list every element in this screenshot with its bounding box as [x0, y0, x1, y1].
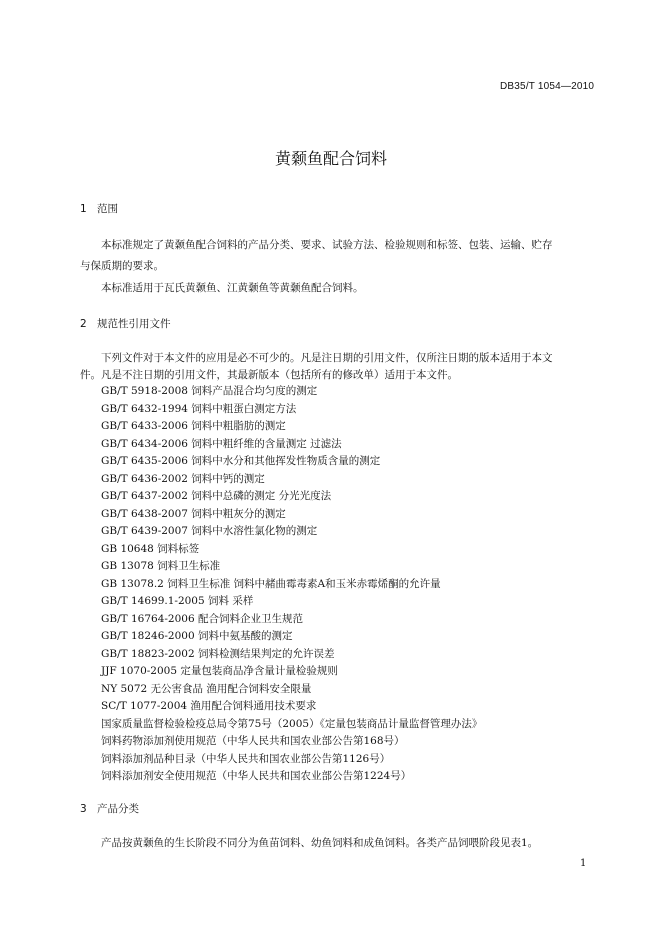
paragraph-line: 件。凡是不注日期的引用文件，其最新版本（包括所有的修改单）适用于本文件。: [80, 369, 458, 381]
paragraph-line: 产品按黄颡鱼的生长阶段不同分为鱼苗饲料、幼鱼饲料和成鱼饲料。各类产品饲喂阶段见表1。: [101, 837, 539, 849]
reference-item: NY 5072 无公害食品 渔用配合饲料安全限量: [101, 682, 312, 695]
reference-item: GB/T 6434-2006 饲料中粗纤维的含量测定 过滤法: [101, 437, 342, 450]
section-number: 1: [80, 203, 87, 215]
reference-item: GB/T 6435-2006 饲料中水分和其他挥发性物质含量的测定: [101, 455, 381, 467]
section-title: 范围: [97, 203, 118, 215]
reference-item: GB/T 5918-2008 饲料产品混合均匀度的测定: [101, 385, 318, 397]
reference-item: GB 10648 饲料标签: [101, 542, 200, 555]
paragraph-line: 本标准规定了黄颡鱼配合饲料的产品分类、要求、试验方法、检验规则和标签、包装、运输、贮存: [101, 239, 553, 251]
section-number: 3: [80, 803, 87, 815]
reference-item: GB 13078 饲料卫生标准: [101, 560, 221, 572]
reference-item: GB/T 6438-2007 饲料中粗灰分的测定: [101, 507, 286, 520]
reference-item: 饲料添加剂安全使用规范（中华人民共和国农业部公告第1224号）: [101, 770, 412, 782]
page-number: 1: [580, 858, 587, 869]
page-title: 黄颡鱼配合饲料: [274, 149, 387, 168]
reference-item: 国家质量监督检验检疫总局令第75号（2005）《定量包装商品计量监督管理办法》: [101, 717, 483, 730]
reference-item: SC/T 1077-2004 渔用配合饲料通用技术要求: [101, 700, 317, 712]
reference-item: 饲料添加剂品种目录（中华人民共和国农业部公告第1126号）: [101, 752, 391, 765]
paragraph-line: 与保质期的要求。: [80, 260, 164, 272]
section-heading-normative-references: [80, 316, 171, 331]
paragraph-line: 下列文件对于本文件的应用是必不可少的。凡是注日期的引用文件，仅所注日期的版本适用于本文: [101, 352, 553, 364]
reference-item: 饲料药物添加剂使用规范（中华人民共和国农业部公告第168号）: [101, 735, 405, 747]
reference-item: GB/T 6432-1994 饲料中粗蛋白测定方法: [101, 402, 297, 415]
reference-item: GB/T 18246-2000 饲料中氨基酸的测定: [101, 630, 293, 642]
reference-item: JJF 1070-2005 定量包装商品净含量计量检验规则: [101, 665, 338, 677]
reference-item: GB/T 6439-2007 饲料中水溶性氯化物的测定: [101, 525, 318, 537]
reference-item: GB/T 16764-2006 配合饲料企业卫生规范: [101, 612, 303, 625]
reference-item: GB/T 6437-2002 饲料中总磷的测定 分光光度法: [101, 490, 332, 502]
reference-item: GB/T 6433-2006 饲料中粗脂肪的测定: [101, 420, 286, 432]
section-number: 2: [80, 318, 87, 330]
section-heading-scope: [80, 201, 118, 216]
reference-item: GB 13078.2 饲料卫生标准 饲料中赭曲霉毒素A和玉米赤霉烯酮的允许量: [101, 577, 441, 590]
section-heading-product-classification: [80, 801, 139, 816]
reference-list: [101, 383, 482, 786]
standard-code: DB35/T 1054—2010: [500, 81, 595, 92]
reference-item: GB/T 6436-2002 饲料中钙的测定: [101, 472, 265, 485]
paragraph-line: 本标准适用于瓦氏黄颡鱼、江黄颡鱼等黄颡鱼配合饲料。: [101, 282, 364, 294]
section-title: 产品分类: [97, 803, 139, 815]
reference-item: GB/T 18823-2002 饲料检测结果判定的允许误差: [101, 647, 335, 660]
reference-item: GB/T 14699.1-2005 饲料 采样: [101, 595, 254, 607]
section-title: 规范性引用文件: [97, 318, 171, 330]
